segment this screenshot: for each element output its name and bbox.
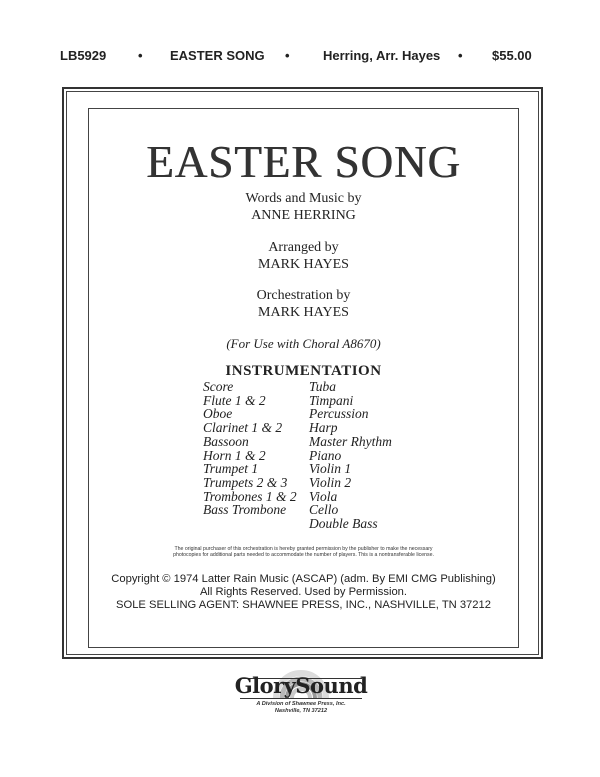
instrument-item: Harp [309,420,338,436]
instrumentation-heading: INSTRUMENTATION [225,363,382,379]
separator-bullet: • [285,48,290,63]
selling-agent-line: SOLE SELLING AGENT: SHAWNEE PRESS, INC., NASHVILLE, TN 37212 [116,599,491,611]
instrument-item: Clarinet 1 & 2 [203,420,283,436]
orchestration-label: Orchestration by [256,288,351,303]
rights-line: All Rights Reserved. Used by Permission. [199,586,408,598]
instrument-list-left [203,380,297,517]
header-title: EASTER SONG [170,48,265,63]
instrument-list-right [309,380,392,531]
separator-bullet: • [138,48,143,63]
cover-title: EASTER SONG [146,137,461,187]
instrument-item: Trumpets 2 & 3 [203,474,288,490]
arranged-name: MARK HAYES [258,257,349,272]
instrument-item: Bass Trombone [203,502,287,518]
instrument-item: Violin 1 [309,461,352,477]
logo-rule-bottom [240,698,362,699]
instrument-item: Violin 2 [309,474,352,490]
choral-note: (For Use with Choral A8670) [226,336,381,351]
instrument-item: Master Rhythm [309,433,392,449]
words-music-name: ANNE HERRING [251,208,356,223]
instrument-item: Oboe [203,406,233,422]
license-notice [88,546,519,559]
instrument-item: Piano [309,447,342,463]
instrument-item: Viola [309,488,338,504]
instrument-item: Flute 1 & 2 [203,392,266,408]
logo-location: Nashville, TN 37212 [274,708,328,714]
instrument-item: Double Bass [309,516,378,532]
license-line: The original purchaser of this orchestration is hereby granted permission by the publisher to make the necessary [174,546,433,552]
header-price: $55.00 [492,48,532,63]
catalog-header [60,48,540,68]
words-music-label: Words and Music by [245,191,362,206]
instrument-item: Horn 1 & 2 [203,447,266,463]
instrument-item: Trumpet 1 [203,461,259,477]
publisher-logo [226,660,376,730]
copyright-line: Copyright © 1974 Latter Rain Music (ASCAP) (adm. By EMI CMG Publishing) [111,573,496,585]
catalog-number: LB5929 [60,48,107,63]
instrument-item: Tuba [309,379,337,394]
arranged-credit [88,239,519,273]
separator-bullet: • [458,48,463,63]
instrument-item: Timpani [309,392,354,408]
logo-division: A Division of Shawnee Press, Inc. [256,701,346,707]
instrument-item: Score [203,379,234,394]
copyright-block [88,573,519,612]
instrument-item: Bassoon [203,433,249,449]
instrument-item: Percussion [309,406,369,422]
license-line: photocopies for additional parts needed to accommodate the number of players. This is a nontransferable license. [173,552,434,559]
instrument-item: Cello [309,502,339,518]
orchestration-name: MARK HAYES [258,305,349,320]
header-composer: Herring, Arr. Hayes [323,48,441,63]
words-music-credit [88,190,519,224]
logo-wordmark: GlorySound [234,673,368,698]
arranged-label: Arranged by [268,240,339,255]
instrument-item: Trombones 1 & 2 [203,488,297,504]
orchestration-credit [88,287,519,321]
